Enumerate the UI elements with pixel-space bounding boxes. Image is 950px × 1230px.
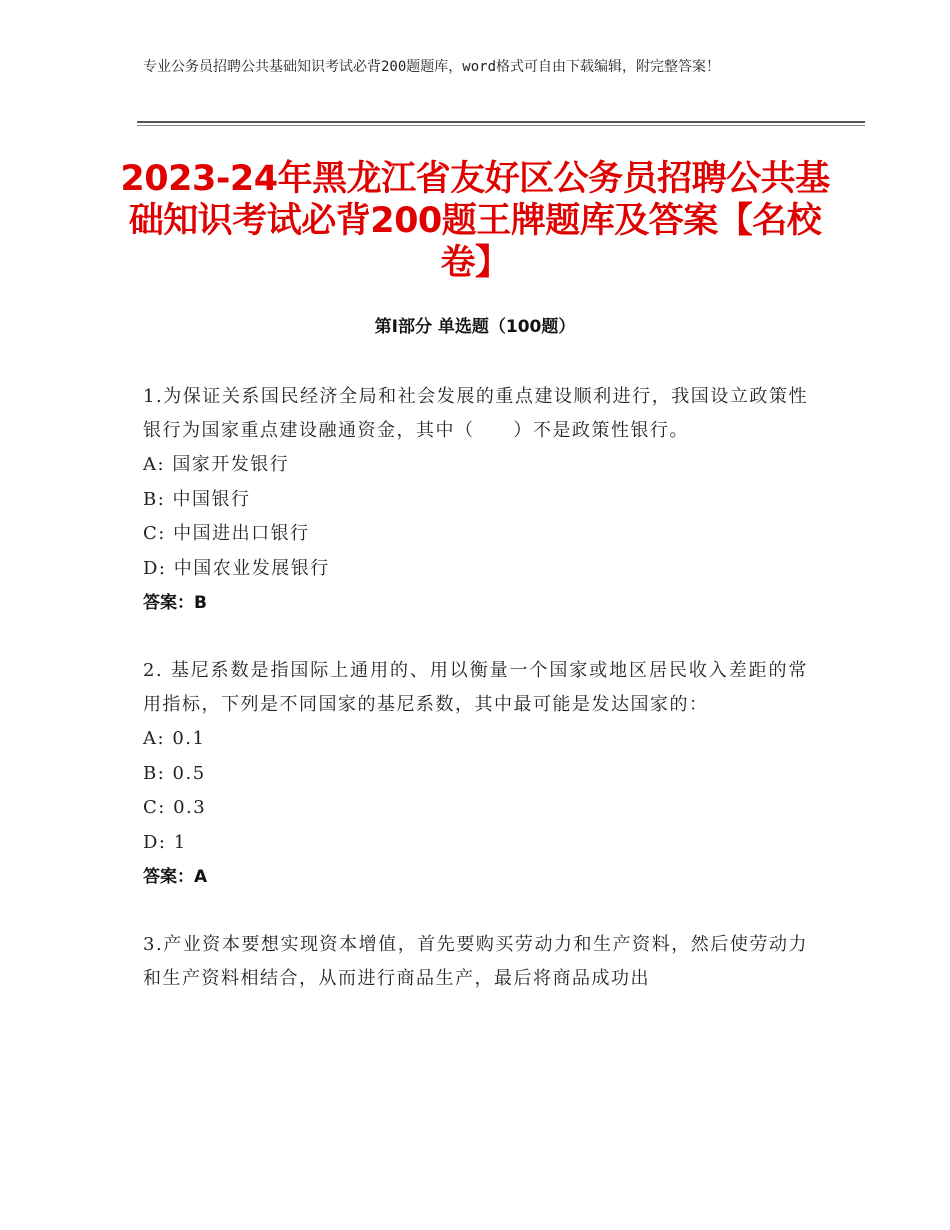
option-letter: A: [143,728,166,749]
option-letter: B: [143,762,166,784]
question-list [143,380,808,1030]
option-letter: A: [143,454,166,475]
option-letter: D: [143,831,167,853]
question-2 [143,654,808,894]
option-text: 中国农业发展银行 [173,557,330,579]
answer-line: 答案：A [143,867,208,887]
option-text: 1 [173,831,187,853]
option-text: 0.5 [172,762,206,784]
header-rule-thin [137,125,865,126]
option-b [143,757,808,792]
section-heading: 第Ⅰ部分 单选题（100题） [374,317,576,337]
question-3 [143,928,808,996]
option-c [143,517,808,552]
option-letter: B: [143,488,166,510]
question-stem: 3.产业资本要想实现资本增值，首先要购买劳动力和生产资料，然后使劳动力和生产资料相结合，从而进行商品生产，最后将商品成功出 [143,934,808,989]
option-d [143,552,808,587]
option-letter: D: [143,557,167,579]
option-a [143,448,808,483]
header-rule-thick [137,121,865,123]
option-letter: C: [143,797,166,818]
option-letter: C: [143,523,166,544]
option-text: 国家开发银行 [172,454,290,475]
option-text: 中国进出口银行 [173,523,310,544]
option-b [143,483,808,518]
header-note: 专业公务员招聘公共基础知识考试必背200题题库，word格式可自由下载编辑，附完整答案！ [143,59,720,75]
option-c [143,791,808,826]
option-a [143,722,808,757]
question-1 [143,380,808,620]
question-stem: 1.为保证关系国民经济全局和社会发展的重点建设顺利进行，我国设立政策性银行为国家重点建设融通资金，其中（ ）不是政策性银行。 [143,386,808,441]
option-d [143,826,808,861]
question-stem: 2. 基尼系数是指国际上通用的、用以衡量一个国家或地区居民收入差距的常用指标，下列是不同国家的基尼系数，其中最可能是发达国家的： [143,660,808,715]
option-text: 中国银行 [172,488,251,510]
answer-line: 答案：B [143,593,207,613]
option-text: 0.1 [172,728,206,749]
document-title: 2023-24年黑龙江省友好区公务员招聘公共基础知识考试必背200题王牌题库及答案【名校卷】 [120,159,830,283]
option-text: 0.3 [173,797,207,818]
